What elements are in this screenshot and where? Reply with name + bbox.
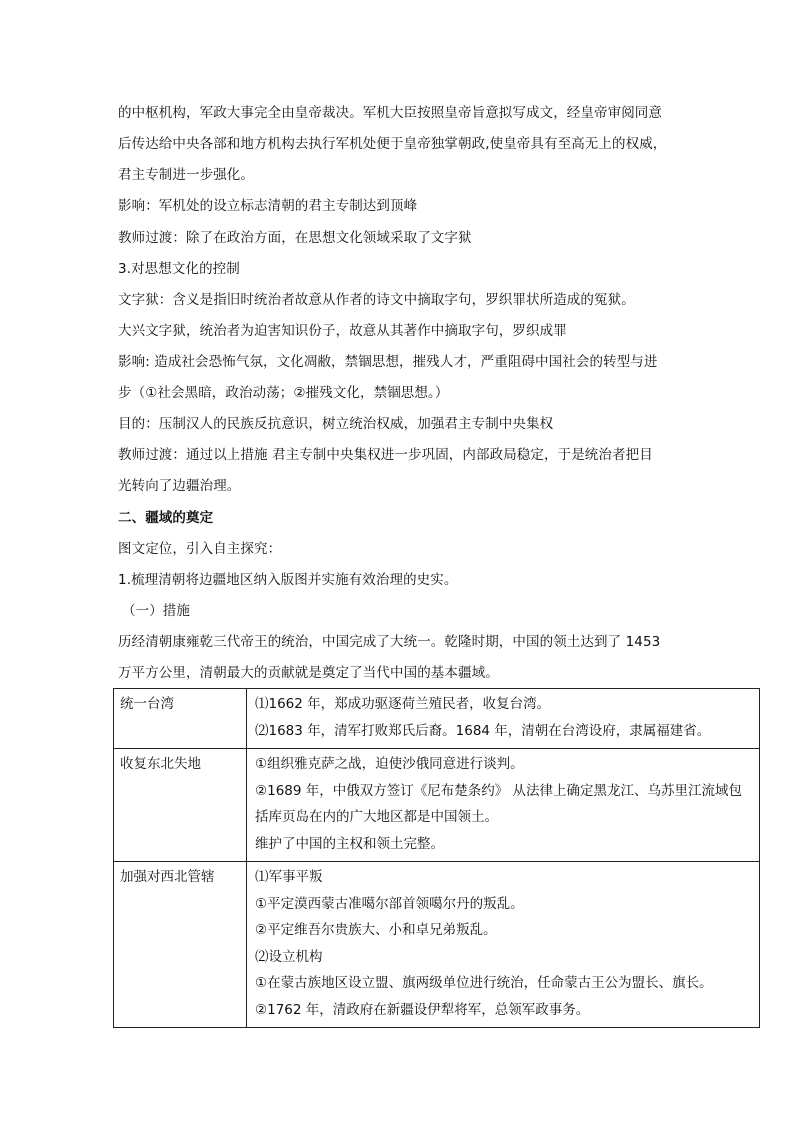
row-label: 收复东北失地	[114, 749, 247, 862]
cell-line: ①平定漠西蒙古准噶尔部首领噶尔丹的叛乱。	[255, 895, 524, 912]
table-row	[114, 749, 760, 862]
cell-line: 维护了中国的主权和领土完整。	[255, 835, 444, 852]
paragraph-line: 后传达给中央各部和地方机构去执行军机处便于皇帝独掌朝政,使皇帝具有至高无上的权威，	[118, 136, 667, 152]
paragraph-line: 万平方公里，清朝最大的贡献就是奠定了当代中国的基本疆域。	[118, 665, 499, 681]
cell-line: ⑵1683 年，清军打败郑氏后裔。1684 年，清朝在台湾设府，隶属福建省。	[255, 722, 711, 739]
cell-line: ⑵设立机构	[255, 948, 323, 965]
cell-line: ②平定维吾尔贵族大、小和卓兄弟叛乱。	[255, 922, 497, 938]
paragraph-line: 1.梳理清朝将边疆地区纳入版图并实施有效治理的史实。	[118, 572, 458, 588]
paragraph-line: 文字狱：含义是指旧时统治者故意从作者的诗文中摘取字句，罗织罪状所造成的冤狱。	[118, 292, 635, 308]
purpose-line: 目的：压制汉人的民族反抗意识，树立统治权威，加强君主专制中央集权	[118, 416, 554, 432]
row-label: 统一台湾	[114, 689, 247, 749]
row-content	[247, 689, 760, 749]
cell-line: ①在蒙古族地区设立盟、旗两级单位进行统治，任命蒙古王公为盟长、旗长。	[255, 975, 713, 991]
cell-line: ⑴1662 年，郑成功驱逐荷兰殖民者，收复台湾。	[255, 696, 551, 712]
paragraph-line: 历经清朝康雍乾三代帝王的统治，中国完成了大统一。乾隆时期，中国的领土达到了 1453	[118, 634, 661, 650]
cell-line: ①组织雅克萨之战，迫使沙俄同意进行谈判。	[255, 756, 524, 772]
paragraph-line: 步（①社会黑暗，政治动荡；②摧残文化，禁锢思想。）	[118, 385, 449, 401]
impact-line: 影响: 造成社会恐怖气氛，文化凋敝，禁锢思想，摧残人才，严重阻碍中国社会的转型与进	[118, 354, 658, 370]
paragraph-line: 的中枢机构，军政大事完全由皇帝裁决。军机大臣按照皇帝旨意拟写成文，经皇帝审阅同意	[118, 105, 662, 121]
row-content	[247, 749, 760, 862]
paragraph-line: 图文定位，引入自主探究：	[118, 541, 282, 557]
measures-table	[113, 688, 760, 1028]
paragraph-line: 光转向了边疆治理。	[118, 478, 241, 494]
subsection-heading: 3.对思想文化的控制	[118, 261, 240, 277]
cell-line: 括库页岛在内的广大地区都是中国领土。	[255, 809, 498, 825]
table-row	[114, 689, 760, 749]
cell-line: ⑴军事平叛	[255, 869, 323, 885]
cell-line: ②1762 年，清政府在新疆设伊犁将军，总领军政事务。	[255, 1001, 590, 1018]
cell-line: ②1689 年，中俄双方签订《尼布楚条约》 从法律上确定黑龙江、乌苏里江流域包	[255, 782, 743, 799]
subsection-heading: （一）措施	[122, 603, 190, 619]
row-content	[247, 862, 760, 1028]
paragraph-line: 大兴文字狱，统治者为迫害知识份子，故意从其著作中摘取字句，罗织成罪	[118, 323, 567, 339]
teacher-transition-line: 教师过渡：除了在政治方面，在思想文化领域采取了文字狱	[118, 230, 472, 246]
paragraph-line: 君主专制进一步强化。	[118, 167, 254, 183]
section-heading: 二、疆域的奠定	[118, 510, 214, 526]
row-label: 加强对西北管辖	[114, 862, 247, 1028]
table-row	[114, 862, 760, 1028]
impact-line: 影响：军机处的设立标志清朝的君主专制达到顶峰	[118, 198, 418, 214]
teacher-transition-line: 教师过渡：通过以上措施 君主专制中央集权进一步巩固，内部政局稳定，于是统治者把目	[118, 447, 653, 463]
